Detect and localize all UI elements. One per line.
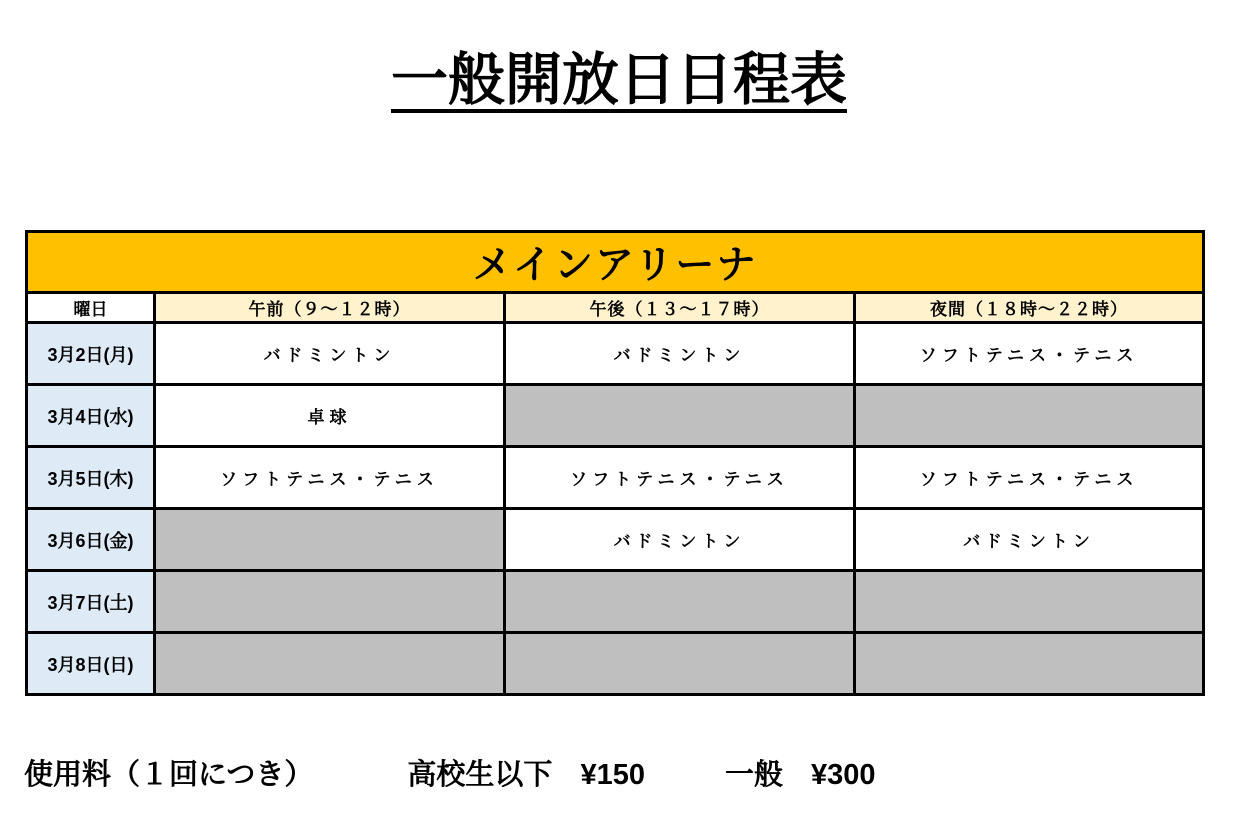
schedule-cell: ソフトテニス・テニス [505, 447, 855, 509]
schedule-cell: バドミントン [505, 509, 855, 571]
table-row [27, 509, 1204, 571]
schedule-table [25, 230, 1205, 696]
column-header-evening: 夜間（１８時～２２時） [855, 293, 1204, 323]
fee-item [725, 752, 876, 793]
table-row [27, 323, 1204, 385]
schedule-cell [155, 509, 505, 571]
row-day-label: 3月5日(木) [27, 447, 155, 509]
schedule-cell [155, 633, 505, 695]
fee-price: ¥300 [810, 759, 876, 791]
column-header-afternoon: 午後（１３～１７時） [505, 293, 855, 323]
fee-prefix: 使用料（１回につき） [24, 759, 314, 791]
fee-price: ¥150 [580, 759, 645, 791]
table-row [27, 447, 1204, 509]
table-row [27, 633, 1204, 695]
row-day-label: 3月6日(金) [27, 509, 155, 571]
schedule-cell [855, 633, 1204, 695]
schedule-cell: バドミントン [155, 323, 505, 385]
fee-info [24, 752, 875, 793]
schedule-cell: バドミントン [505, 323, 855, 385]
schedule-cell: ソフトテニス・テニス [855, 447, 1204, 509]
schedule-cell [855, 571, 1204, 633]
arena-title: メインアリーナ [27, 232, 1204, 293]
row-day-label: 3月4日(水) [27, 385, 155, 447]
table-row [27, 385, 1204, 447]
schedule-cell [155, 571, 505, 633]
schedule-cell [505, 385, 855, 447]
column-header-row [27, 293, 1204, 323]
fee-label: 一般 [724, 759, 783, 791]
schedule-cell [855, 385, 1204, 447]
schedule-cell [505, 633, 855, 695]
schedule-cell: バドミントン [855, 509, 1204, 571]
schedule-cell: ソフトテニス・テニス [155, 447, 505, 509]
column-header-day: 曜日 [27, 293, 155, 323]
row-day-label: 3月7日(土) [27, 571, 155, 633]
schedule-cell: 卓球 [155, 385, 505, 447]
fee-label: 高校生以下 [407, 759, 553, 791]
row-day-label: 3月2日(月) [27, 323, 155, 385]
page-title: 一般開放日日程表 [391, 48, 847, 112]
table-row [27, 571, 1204, 633]
schedule-cell: ソフトテニス・テニス [855, 323, 1204, 385]
fee-item [407, 752, 645, 793]
column-header-morning: 午前（９～１２時） [155, 293, 505, 323]
arena-header-row [27, 232, 1204, 293]
schedule-cell [505, 571, 855, 633]
row-day-label: 3月8日(日) [27, 633, 155, 695]
